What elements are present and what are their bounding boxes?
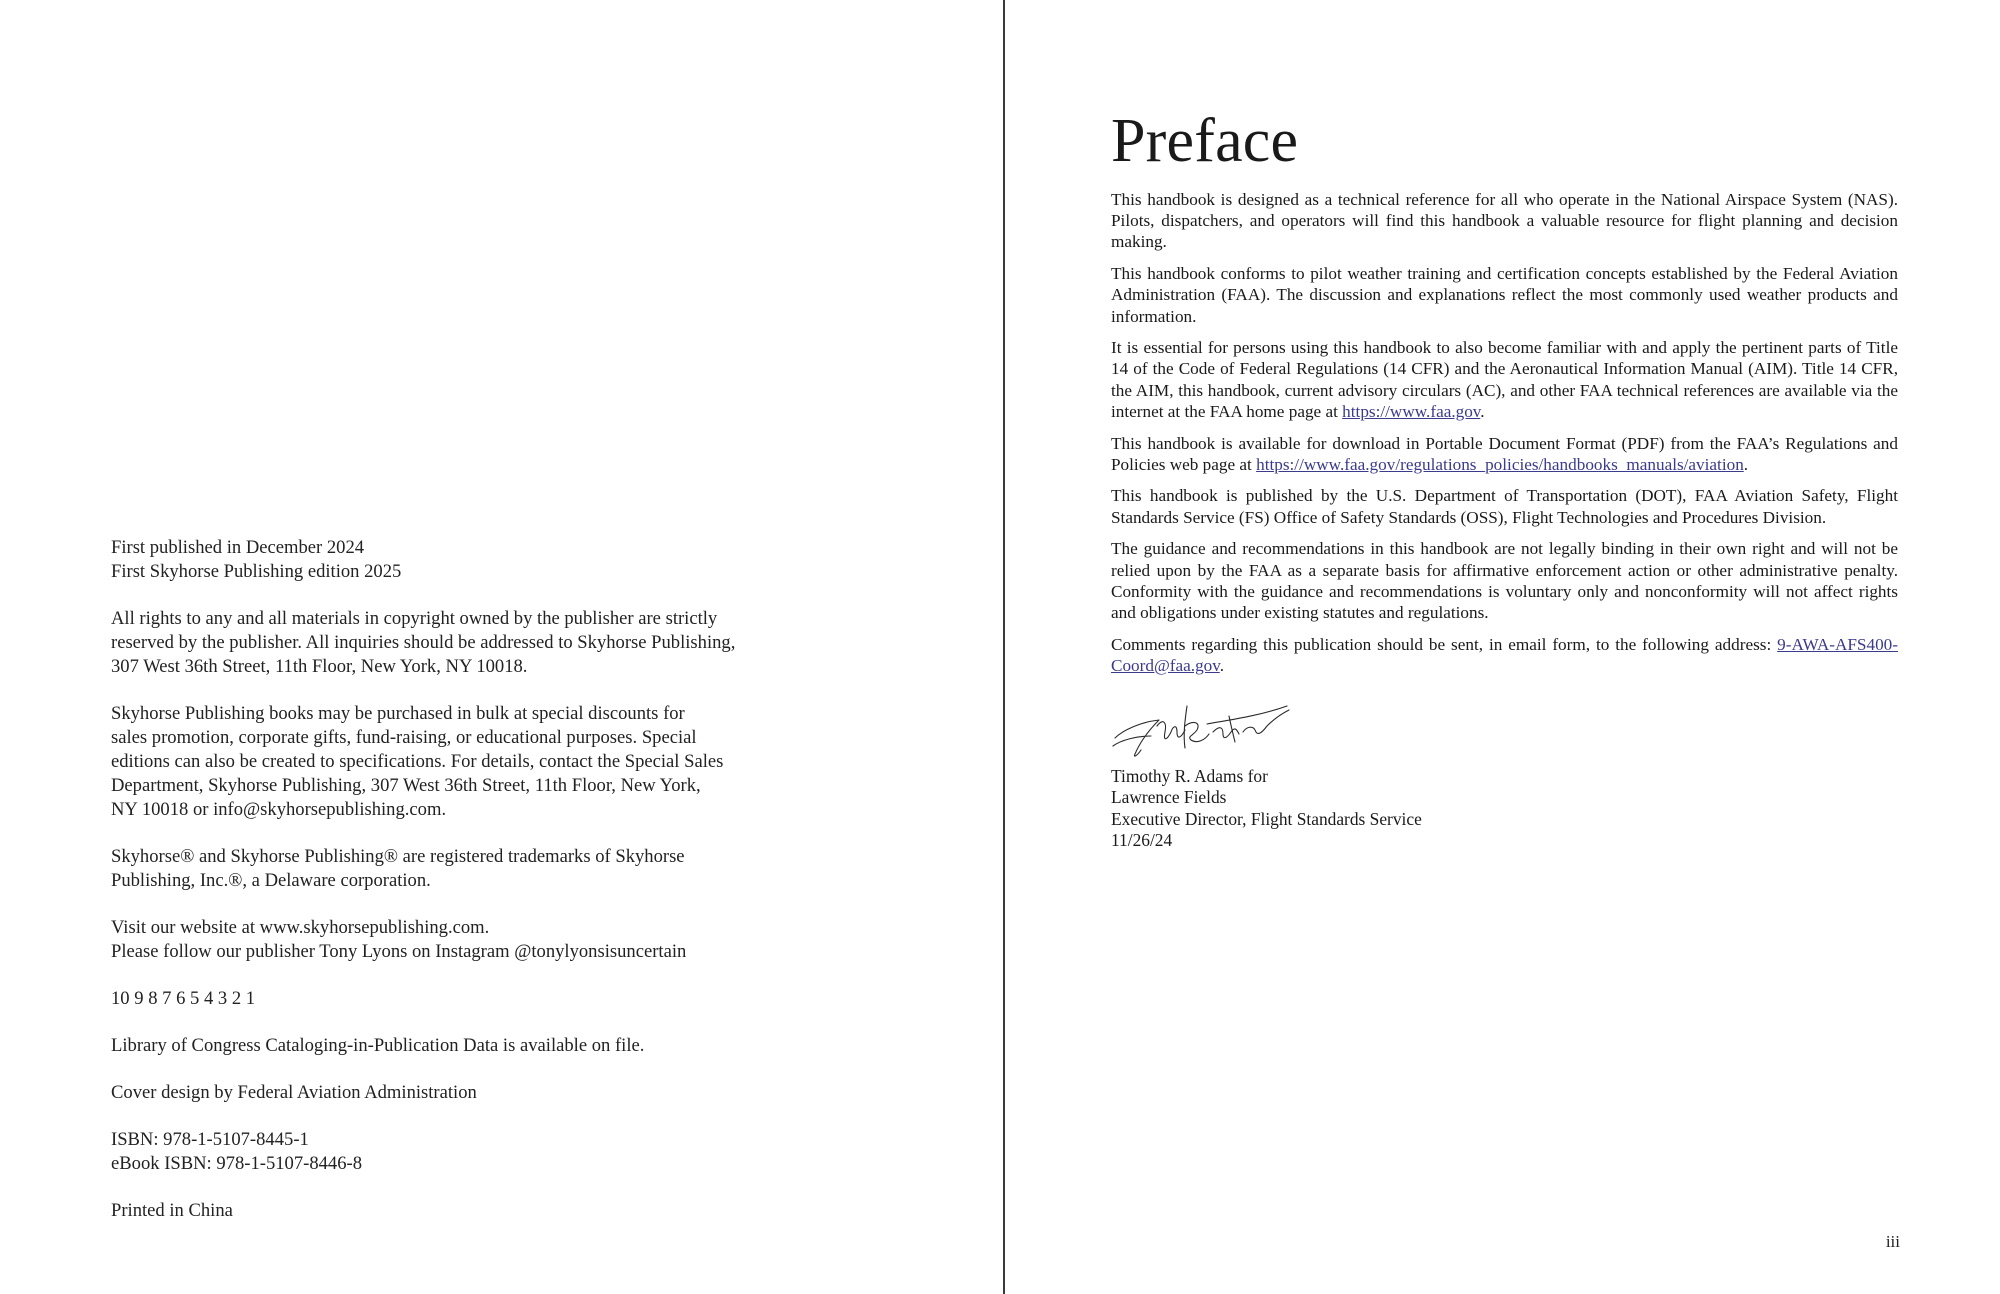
preface-paragraph [1111,433,1898,475]
paragraph-text: The guidance and recommendations in this handbook are not legally binding in their own right and will not be relied upon by the FAA as a separate basis for affirmative enforcement action or other administrative penalty. Conformity with the guidance and recommendations is voluntary only and nonconformity will not affect rights and obligations under existing statutes and regulations. [1111,539,1898,622]
text-line: First published in December 2024 [111,537,365,558]
publication-info [111,536,771,584]
page-number: iii [1885,1232,1900,1251]
preface-page [1111,100,1898,852]
signer-line: Timothy R. Adams for [1111,766,1268,787]
printing-line [111,987,771,1011]
handbooks-link[interactable]: https://www.faa.gov/regulations_policies/handbooks_manuals/aviation [1256,454,1744,474]
text-line: NY 10018 or info@skyhorsepublishing.com. [111,799,447,820]
faa-home-link[interactable]: https://www.faa.gov [1342,401,1481,421]
preface-paragraph [1111,189,1898,253]
paragraph-text: It is essential for persons using this handbook to also become familiar with and apply the pertinent parts of Title 14 of the Code of Federal Regulations (14 CFR) and the Aeronautical Information Manual (AIM). Title 14 CFR, the AIM, this handbook, current advisory circulars (AC), and other FAA technical references are available via the internet at the FAA home page at [1111,338,1898,421]
text-line: Publishing, Inc.®, a Delaware corporation. [111,870,431,891]
paragraph-text: . [1480,401,1485,421]
text-line: Printed in China [111,1200,233,1221]
preface-paragraph [1111,337,1898,422]
preface-paragraph [1111,485,1898,527]
cover-design-credit [111,1081,771,1105]
text-line: Skyhorse® and Skyhorse Publishing® are registered trademarks of Skyhorse [111,846,685,867]
signer-name: Lawrence Fields [1111,787,1227,808]
preface-paragraph [1111,634,1898,676]
signature-block [1111,766,1898,852]
signature-date: 11/26/24 [1111,830,1173,851]
paragraph-text: This handbook is available for download in Portable Document Format (PDF) from the FAA’s Regulations and Policies web page at [1111,433,1898,474]
isbn-info [111,1128,771,1176]
preface-paragraph [1111,538,1898,623]
paragraph-text: This handbook conforms to pilot weather training and certification concepts established by the Federal Aviation Administration (FAA). The discussion and explanations reflect the most commonly used weather products and information. [1111,264,1898,326]
email-link[interactable]: 9-AWA-AFS400-Coord@faa.gov [1111,634,1898,675]
text-line: ISBN: 978-1-5107-8445-1 [111,1129,309,1150]
preface-paragraph [1111,263,1898,327]
printed-in [111,1199,771,1223]
text-line: reserved by the publisher. All inquiries should be addressed to Skyhorse Publishing, [111,632,736,653]
paragraph-text: This handbook is published by the U.S. Department of Transportation (DOT), FAA Aviation Safety, Flight Standards Service (FS) Office of Safety Standards (OSS), Flight Technologies and Procedures Division. [1111,486,1898,527]
copyright-page [111,536,771,1246]
signer-title: Executive Director, Flight Standards Service [1111,808,1422,829]
rights-notice [111,607,771,679]
text-line: First Skyhorse Publishing edition 2025 [111,561,402,582]
text-line: Library of Congress Cataloging-in-Publication Data is available on file. [111,1035,645,1056]
trademark-notice [111,845,771,893]
paragraph-text: This handbook is designed as a technical reference for all who operate in the National Airspace System (NAS). Pilots, dispatchers, and operators will find this handbook a valuable resource for flight planning and decision making. [1111,190,1898,252]
text-line: Cover design by Federal Aviation Administration [111,1082,477,1103]
text-line: sales promotion, corporate gifts, fund-raising, or educational purposes. Special [111,727,697,748]
paragraph-text: . [1743,454,1749,474]
cataloging-data [111,1034,771,1058]
text-line: Skyhorse Publishing books may be purchased in bulk at special discounts for [111,703,685,724]
bulk-sales-notice [111,702,771,822]
text-line: Visit our website at www.skyhorsepublishing.com. [111,917,490,938]
page-gutter-divider [1003,0,1005,1294]
paragraph-text: . [1219,655,1225,675]
text-line: 10 9 8 7 6 5 4 3 2 1 [111,988,256,1009]
website-info [111,916,771,964]
text-line: Please follow our publisher Tony Lyons on Instagram @tonylyonsisuncertain [111,941,687,962]
text-line: All rights to any and all materials in copyright owned by the publisher are strictly [111,608,718,629]
text-line: eBook ISBN: 978-1-5107-8446-8 [111,1153,362,1174]
text-line: 307 West 36th Street, 11th Floor, New York, NY 10018. [111,656,528,677]
handwritten-signature [1111,696,1291,762]
paragraph-text: Comments regarding this publication should be sent, in email form, to the following address: [1111,634,1778,654]
page-title: Preface [1111,107,1299,175]
text-line: editions can also be created to specifications. For details, contact the Special Sales [111,751,724,772]
text-line: Department, Skyhorse Publishing, 307 West 36th Street, 11th Floor, New York, [111,775,701,796]
